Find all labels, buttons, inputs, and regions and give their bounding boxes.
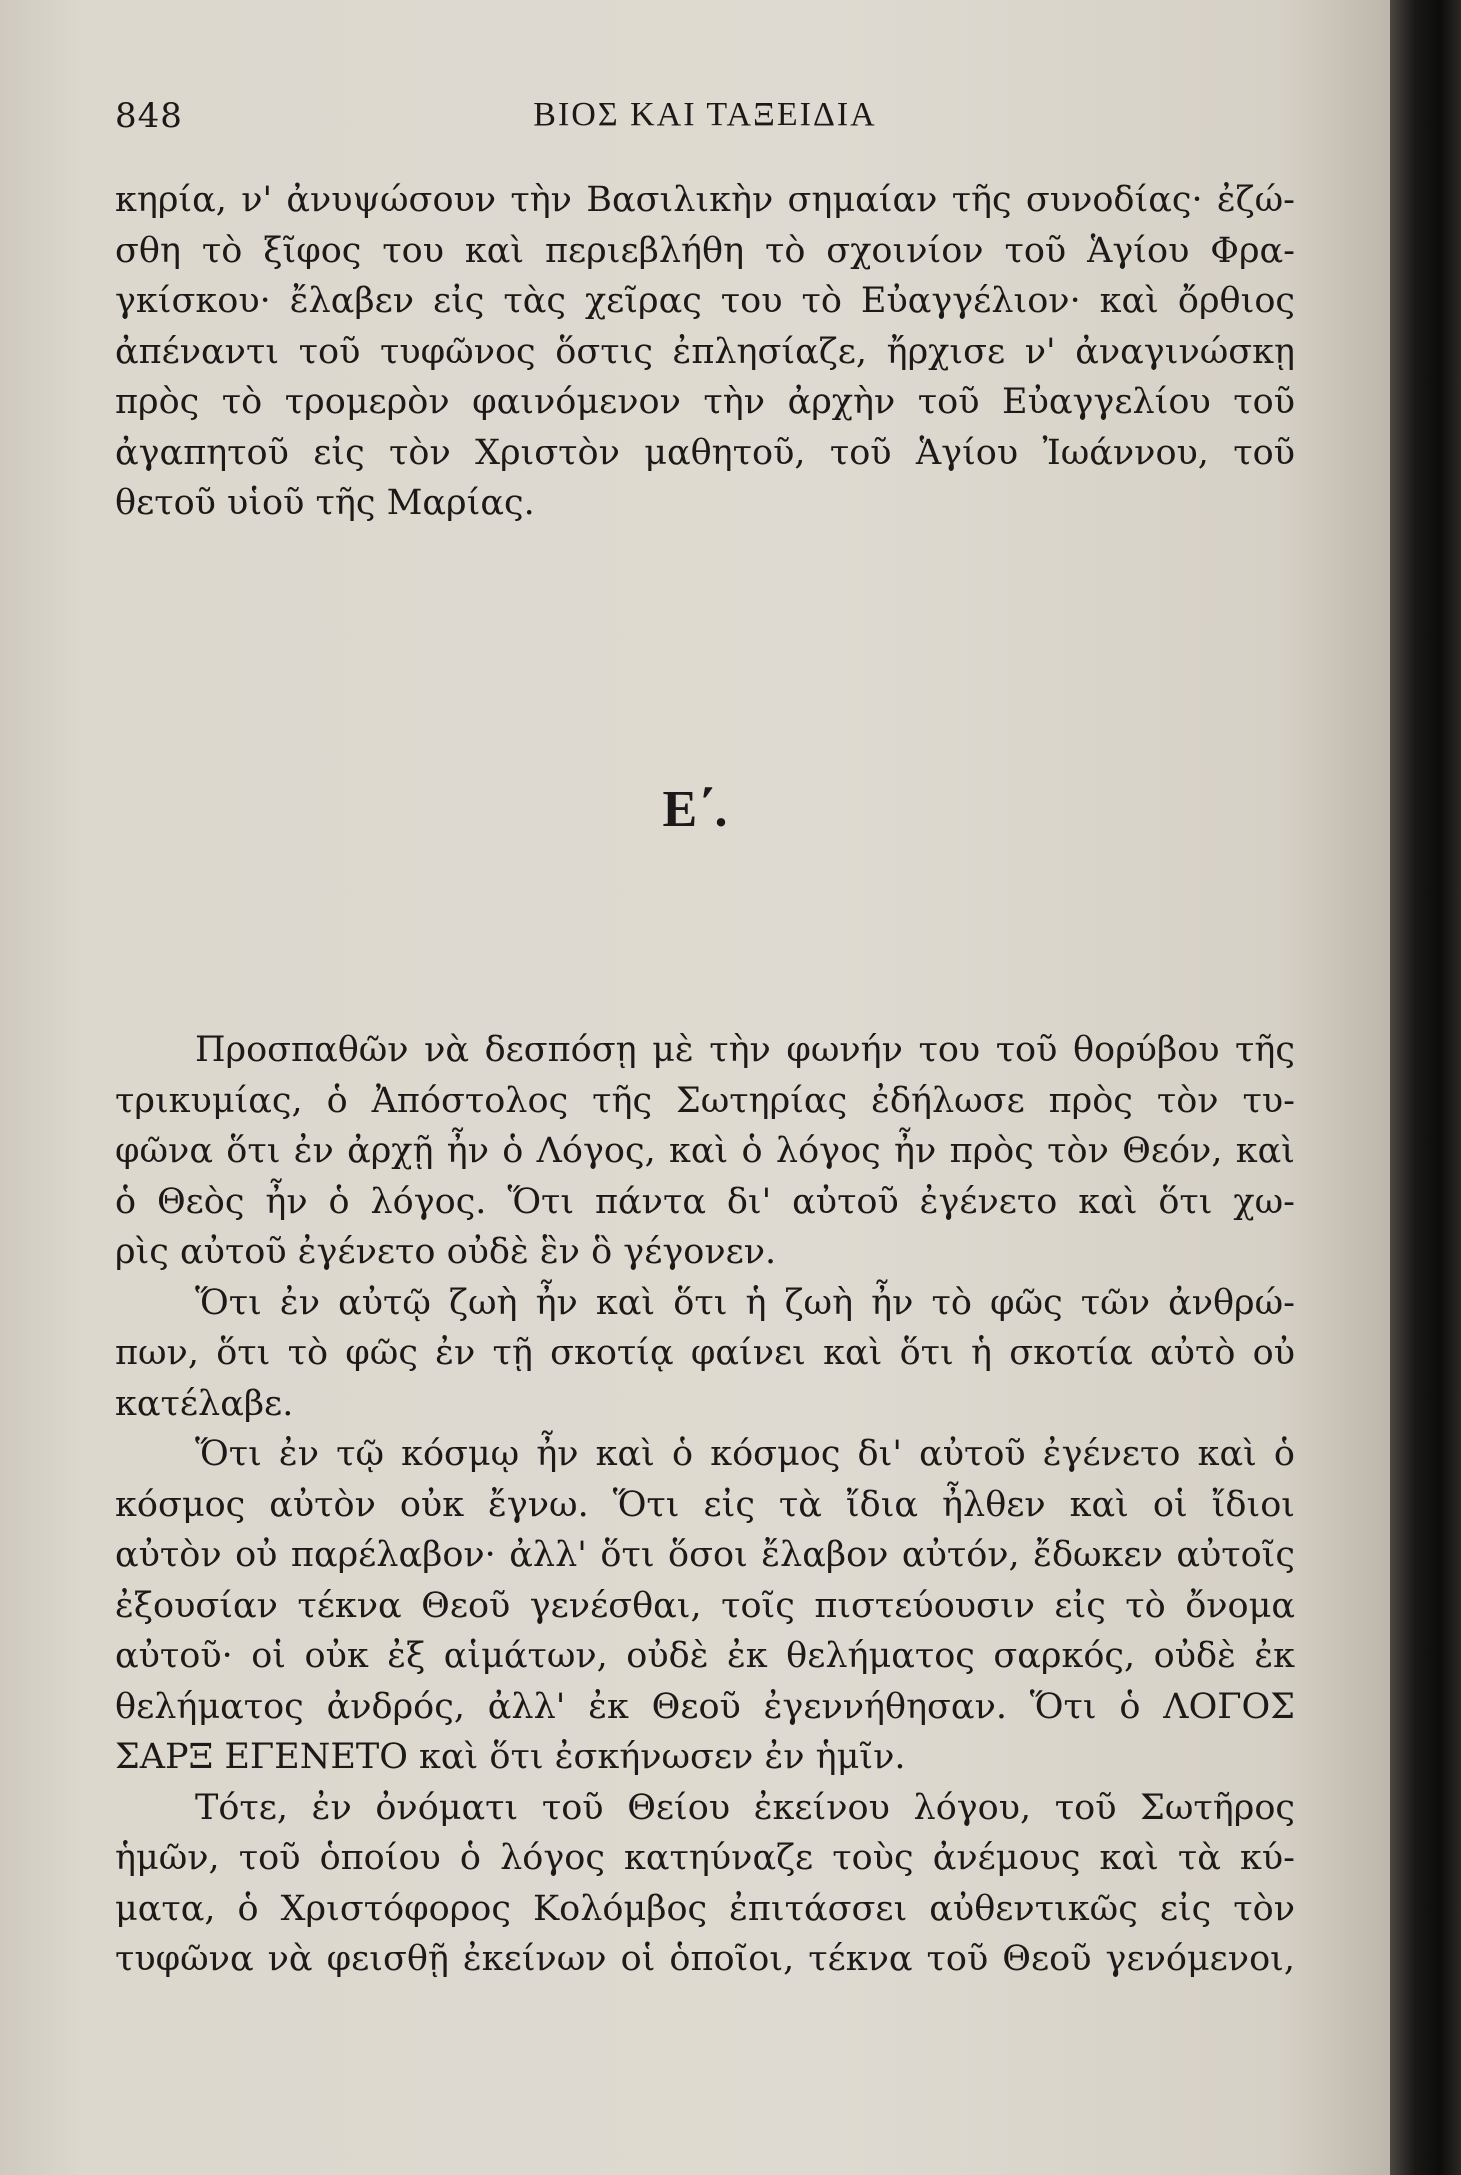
paragraph bbox=[115, 1429, 1295, 1783]
paragraph bbox=[115, 1278, 1295, 1430]
text-line: αὐτὸν οὐ παρέλαβον· ἀλλ' ὅτι ὅσοι ἔλαβον αὐτόν, ἔδωκεν αὐτοῖς bbox=[115, 1535, 1295, 1575]
text-line: τρικυμίας, ὁ Ἀπόστολος τῆς Σωτηρίας ἐδήλωσε πρὸς τὸν τυ- bbox=[115, 1080, 1295, 1121]
text-line: κατέλαβε. bbox=[115, 1383, 294, 1424]
text-line: θελήματος ἀνδρός, ἀλλ' ἐκ Θεοῦ ἐγεννήθησαν. Ὅτι ὁ ΛΟΓΟΣ bbox=[115, 1686, 1295, 1727]
text-line: ἀγαπητοῦ εἰς τὸν Χριστὸν μαθητοῦ, τοῦ Ἁγίου Ἰωάννου, τοῦ bbox=[115, 432, 1295, 473]
text-line: ἡμῶν, τοῦ ὁποίου ὁ λόγος κατηύναζε τοὺς ἀνέμους καὶ τὰ κύ- bbox=[115, 1838, 1295, 1878]
running-title: ΒΙΟΣ ΚΑΙ ΤΑΞΕΙΔΙΑ bbox=[533, 96, 877, 133]
text-line: γκίσκου· ἔλαβεν εἰς τὰς χεῖρας του τὸ Εὐαγγέλιον· καὶ ὄρθιος bbox=[115, 281, 1295, 321]
text-line: Ὅτι ἐν τῷ κόσμῳ ἦν καὶ ὁ κόσμος δι' αὐτοῦ ἐγένετο καὶ ὁ bbox=[195, 1434, 1295, 1474]
book-binding-shadow bbox=[1390, 0, 1461, 2175]
text-line: Ὅτι ἐν αὐτῷ ζωὴ ἦν καὶ ὅτι ἡ ζωὴ ἦν τὸ φῶς τῶν ἀνθρώ- bbox=[195, 1282, 1295, 1323]
text-line: ὁ Θεὸς ἦν ὁ λόγος. Ὅτι πάντα δι' αὐτοῦ ἐγένετο καὶ ὅτι χω- bbox=[115, 1181, 1295, 1222]
section-body bbox=[115, 1025, 1295, 1985]
text-line: κηρία, ν' ἀνυψώσουν τὴν Βασιλικὴν σημαίαν τῆς συνοδίας· ἐζώ- bbox=[115, 180, 1295, 220]
text-line: ρὶς αὐτοῦ ἐγένετο οὐδὲ ἓν ὃ γέγονεν. bbox=[115, 1232, 777, 1272]
page-number: 848 bbox=[115, 96, 183, 136]
text-line: αὐτοῦ· οἱ οὐκ ἐξ αἱμάτων, οὐδὲ ἐκ θελήματος σαρκός, οὐδὲ ἐκ bbox=[115, 1636, 1295, 1676]
top-paragraph bbox=[115, 175, 1295, 529]
text-line: σθη τὸ ξῖφος του καὶ περιεβλήθη τὸ σχοινίον τοῦ Ἁγίου Φρα- bbox=[115, 230, 1295, 271]
paragraph bbox=[115, 1783, 1295, 1985]
text-line: φῶνα ὅτι ἐν ἀρχῇ ἦν ὁ Λόγος, καὶ ὁ λόγος ἦν πρὸς τὸν Θεόν, καὶ bbox=[115, 1131, 1295, 1171]
text-line: ματα, ὁ Χριστόφορος Κολόμβος ἐπιτάσσει αὐθεντικῶς εἰς τὸν bbox=[115, 1888, 1295, 1929]
text-line: πων, ὅτι τὸ φῶς ἐν τῇ σκοτίᾳ φαίνει καὶ ὅτι ἡ σκοτία αὐτὸ οὐ bbox=[115, 1333, 1295, 1373]
text-line: ἀπέναντι τοῦ τυφῶνος ὅστις ἐπλησίαζε, ἤρχισε ν' ἀναγινώσκῃ bbox=[115, 331, 1295, 372]
text-line: Τότε, ἐν ὀνόματι τοῦ Θείου ἐκείνου λόγου, τοῦ Σωτῆρος bbox=[195, 1787, 1295, 1828]
page-header bbox=[115, 96, 1295, 146]
text-line: θετοῦ υἱοῦ τῆς Μαρίας. bbox=[115, 483, 535, 523]
section-heading: Ε΄. bbox=[662, 781, 728, 838]
text-line: τυφῶνα νὰ φεισθῇ ἐκείνων οἱ ὁποῖοι, τέκνα τοῦ Θεοῦ γενόμενοι, bbox=[115, 1939, 1295, 1979]
text-line: Προσπαθῶν νὰ δεσπόσῃ μὲ τὴν φωνήν του τοῦ θορύβου τῆς bbox=[195, 1030, 1295, 1070]
text-line: πρὸς τὸ τρομερὸν φαινόμενον τὴν ἀρχὴν τοῦ Εὐαγγελίου τοῦ bbox=[115, 382, 1295, 422]
paragraph bbox=[115, 1025, 1295, 1278]
text-line: κόσμος αὐτὸν οὐκ ἔγνω. Ὅτι εἰς τὰ ἴδια ἦλθεν καὶ οἱ ἴδιοι bbox=[115, 1484, 1295, 1525]
text-line: ἐξουσίαν τέκνα Θεοῦ γενέσθαι, τοῖς πιστεύουσιν εἰς τὸ ὄνομα bbox=[115, 1585, 1295, 1626]
text-line: ΣΑΡΞ ΕΓΕΝΕΤΟ καὶ ὅτι ἐσκήνωσεν ἐν ἡμῖν. bbox=[115, 1737, 906, 1777]
